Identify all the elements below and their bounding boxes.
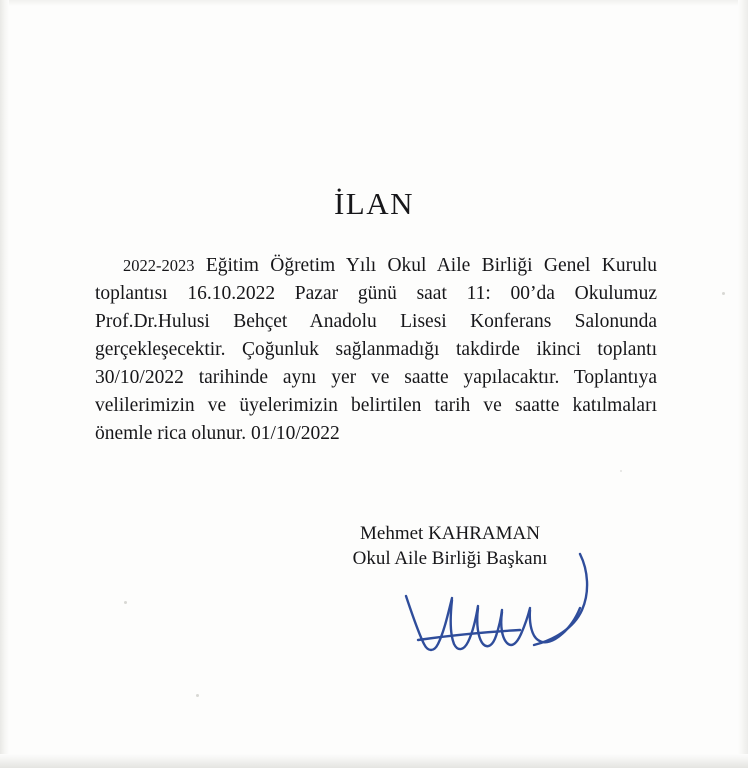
signature-block [300,521,600,571]
announcement-body [95,252,657,448]
scan-edge-right [738,0,748,768]
signer-name: Mehmet KAHRAMAN [360,523,540,544]
scan-edge-left [0,0,9,768]
scan-speck [620,470,622,472]
scan-edge-bottom [0,754,748,768]
scan-speck [722,292,725,295]
announcement-paragraph: 2022-2023 Eğitim Öğretim Yılı Okul Aile Birliği Genel Kurulu toplantısı 16.10.2022 Pazar günü saat 11: 00’da Okulumuz Prof.Dr.Hulusi Behçet Anadolu Lisesi Konferans Salonunda gerçekleşecektir. Çoğunluk sağlanmadığı takdirde ikinci toplantı 30/10/2022 tarihinde aynı yer ve saatte yapılacaktır. Toplantıya velilerimizin ve üyelerimizin belirtilen tarih ve saatte katılmaları önemle rica olunur. 01/10/2022 [95,255,657,444]
page-title: İLAN [333,186,415,221]
scan-speck [124,601,127,604]
scan-edge-top [0,0,748,6]
signer-role: Okul Aile Birliği Başkanı [352,548,548,569]
scan-speck [196,694,199,697]
